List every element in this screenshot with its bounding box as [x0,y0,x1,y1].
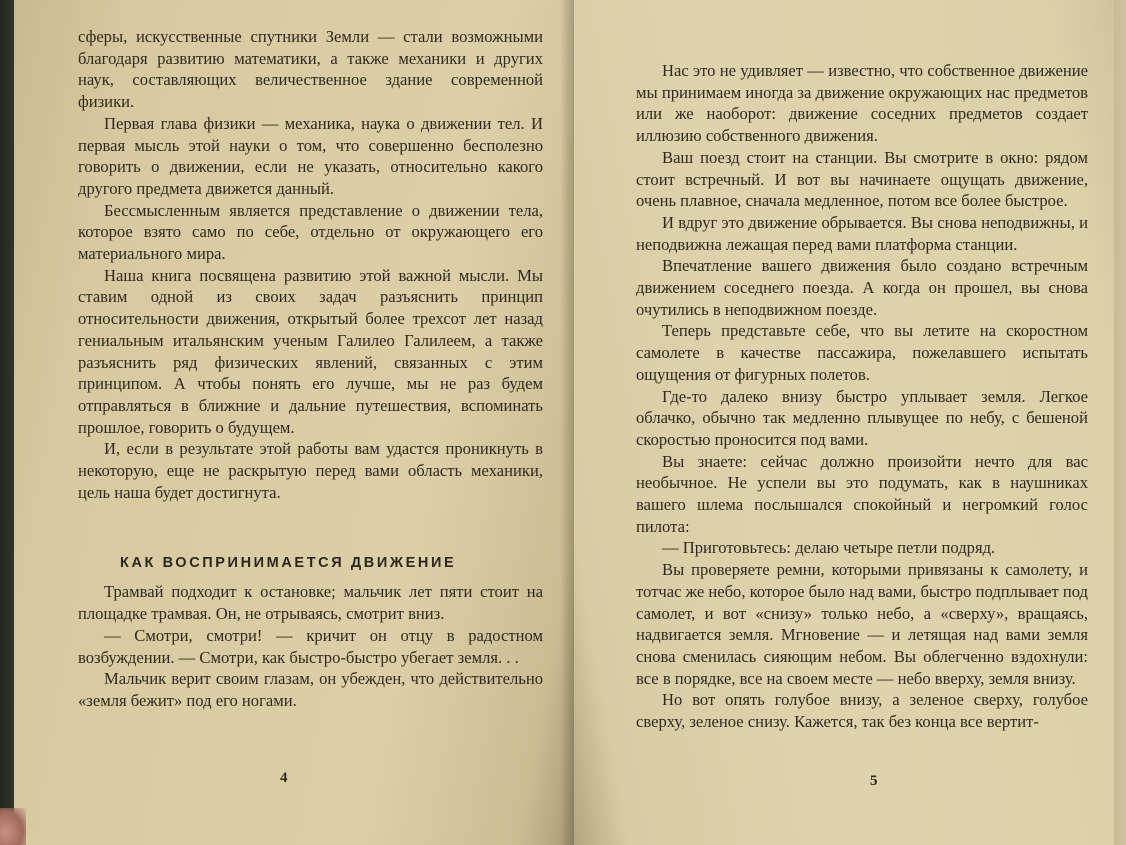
paragraph: Теперь представьте себе, что вы летите на скоростном самолете в качестве пассажира, пожелавшего испытать ощущения от фигурных полетов. [636,321,1088,384]
page-number-left: 4 [280,770,288,786]
paragraph: Нас это не удивляет — известно, что собственное движение мы принимаем иногда за движение окружающих нас предметов или же наоборот: движение соседних предметов создает иллюзию собственного движения. [636,61,1088,146]
paragraph: Где-то далеко внизу быстро уплывает земля. Легкое облачко, обычно так медленно плывущее по небу, с бешеной скоростью проносится под вами. [636,386,1088,449]
right-page-text [636,60,1088,733]
thumb [0,808,26,845]
section-heading: КАК ВОСПРИНИМАЕТСЯ ДВИЖЕНИЕ [120,555,457,572]
paragraph: И вдруг это движение обрывается. Вы снова неподвижны, и неподвижна лежащая перед вами платформа станции. [636,212,1088,254]
left-page [14,0,574,845]
paragraph: Ваш поезд стоит на станции. Вы смотрите в окно: рядом стоит встречный. И вот вы начинаете ощущать движение, очень плавное, сначала медленное, потом все более быстрое. [636,147,1088,211]
paragraph: — Смотри, смотри! — кричит он отцу в радостном возбуждении. — Смотри, как быстро-быстро убегает земля. . . [78,625,543,667]
paragraph: И, если в результате этой работы вам удастся проникнуть в некоторую, еще не раскрытую перед вами область механики, цель наша будет достигнута. [78,439,543,502]
left-page-text [78,26,543,712]
paragraph: сферы, искусственные спутники Земли — стали возможными благодаря развитию математики, а также механики и других наук, составляющих величественное здание современной физики. [78,27,543,112]
paragraph: Наша книга посвящена развитию этой важной мысли. Мы ставим одной из своих задач разъяснить принцип относительности движения, открытый более трехсот лет назад гениальным итальянским ученым Галилео Галилеем, а также разъяснить ряд физических явлений, связанных с этим принципом. А чтобы понять его лучше, мы не раз будем отправляться в ближние и дальние путешествия, вспоминать прошлое, говорить о будущем. [78,265,543,437]
paragraph: Вы проверяете ремни, которыми привязаны к самолету, и тотчас же небо, которое было над вами, быстро подплывает под самолет, и вот «снизу» только небо, а «сверху», вращаясь, надвигается земля. Мгновение — и летящая над вами земля снова сменилась сияющим небом. Вы облегченно вздохнули: все в порядке, все на своем месте — небо вверху, земля внизу. [636,560,1088,688]
paragraph: Мальчик верит своим глазам, он убежден, что действительно «земля бежит» под его ногами. [78,669,543,710]
page-number-right: 5 [870,773,878,789]
paragraph: Первая глава физики — механика, наука о движении тел. И первая мысль этой науки о том, что совершенно бесполезно говорить о движении, если не указать, относительно какого другого предмета движется данный. [78,113,543,198]
paragraph: — Приготовьтесь: делаю четыре петли подряд. [662,538,996,558]
paragraph: Но вот опять голубое внизу, а зеленое сверху, голубое сверху, зеленое снизу. Кажется, так без конца все вертит- [636,690,1088,732]
paragraph: Вы знаете: сейчас должно произойти нечто для вас необычное. Не успели вы это подумать, как в наушниках вашего шлема послышался спокойный и негромкий голос пилота: [636,451,1088,536]
paragraph: Бессмысленным является представление о движении тела, которое взято само по себе, отдельно от окружающего его материального мира. [78,200,543,264]
paragraph: Трамвай подходит к остановке; мальчик лет пяти стоит на площадке трамвая. Он, не отрываясь, смотрит вниз. [78,582,543,624]
right-page [574,0,1114,845]
paragraph: Впечатление вашего движения было создано встречным движением соседнего поезда. А когда он прошел, вы снова очутились в неподвижном поезде. [636,256,1088,319]
